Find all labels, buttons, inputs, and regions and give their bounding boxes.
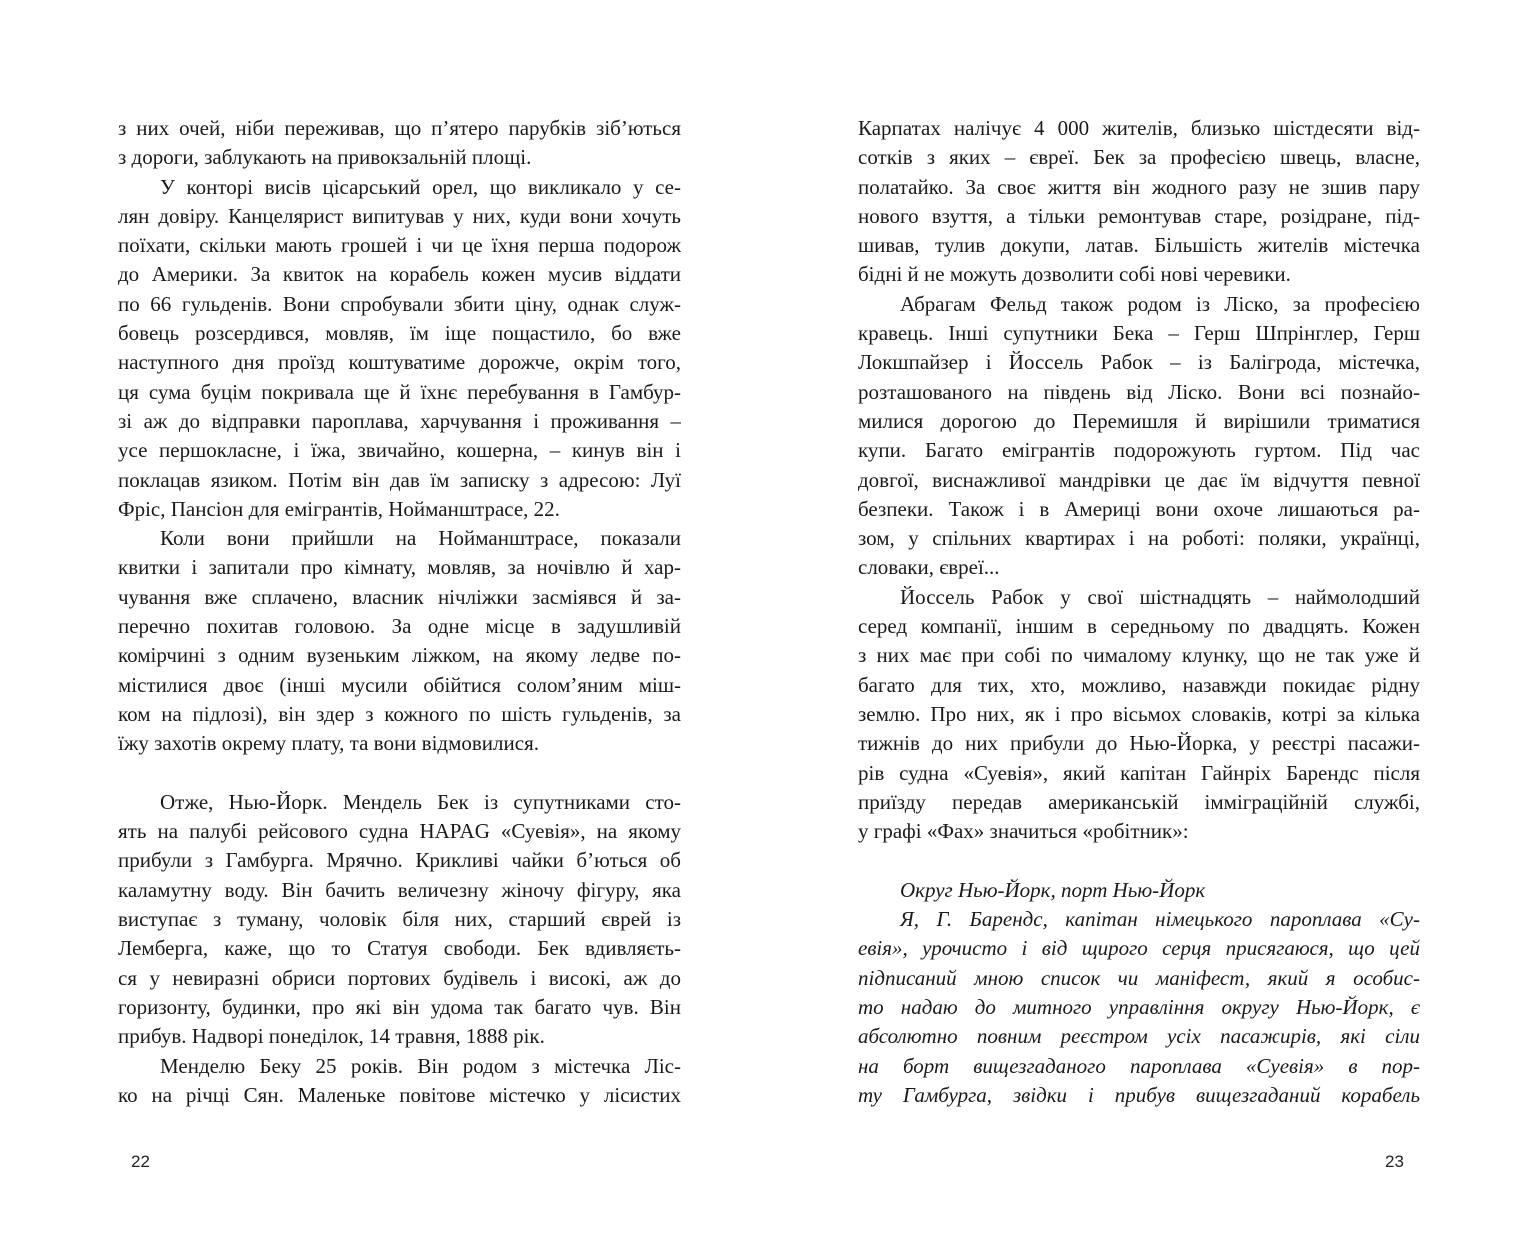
- section-break: [858, 846, 1420, 875]
- text-line: ко на річці Сян. Маленьке повітове містечко у лісистих: [118, 1082, 681, 1107]
- left-page: [0, 0, 767, 1240]
- text-line: кравець. Інші супутники Бека – Герш Шпрінглер, Герш: [858, 321, 1420, 346]
- text-line: багато для тих, хто, можливо, назавжди покидає рідну: [858, 672, 1420, 697]
- text-line: Локшпайзер і Йоссель Рабок – із Балігрода, містечка,: [858, 350, 1420, 375]
- text-line: ком на підлозі), він здер з кожного по шість гульденів, за: [118, 701, 681, 726]
- text-line: по 66 гульденів. Вони спробували збити ціну, однак служ-: [118, 291, 681, 316]
- right-page-text: [858, 114, 1420, 1110]
- text-line: з них очей, ніби переживав, що п’ятеро парубків зіб’ються: [118, 116, 681, 140]
- right-page: [767, 0, 1535, 1240]
- text-line: їжу захотів окрему плату, та вони відмовилися.: [118, 731, 539, 756]
- text-line: сотків з яких – євреї. Бек за професією швець, власне,: [858, 145, 1420, 170]
- text-line: поїхати, скільки мають грошей і чи це їхня перша подорож: [118, 233, 681, 258]
- text-line: прибули з Гамбурга. Мрячно. Крикливі чайки б’ються об: [118, 848, 681, 873]
- text-line: лян довіру. Канцелярист випитував у них, куди вони хочуть: [118, 203, 681, 228]
- quoted-text-line: підписаний мною список чи маніфест, який я особис-: [858, 965, 1420, 990]
- text-line: Менделю Беку 25 років. Він родом з містечка Ліс-: [160, 1053, 681, 1078]
- text-line: словаки, євреї...: [858, 555, 1000, 580]
- text-line: полатайко. За своє життя він жодного разу не зшив пару: [858, 174, 1420, 199]
- text-line: ся у невиразні обриси портових будівель і високі, аж до: [118, 965, 681, 990]
- text-line: прибув. Надворі понеділок, 14 травня, 1888 рік.: [118, 1024, 545, 1049]
- text-line: розташованого на південь від Ліско. Вони всі познайо-: [858, 379, 1420, 404]
- text-line: Лемберга, каже, що то Статуя свободи. Бек вдивляєть-: [118, 936, 681, 961]
- text-line: горизонту, будинки, про які він удома так багато чув. Він: [118, 994, 681, 1019]
- text-line: Фріс, Пансіон для емігрантів, Нойманштрасе, 22.: [118, 496, 560, 521]
- page-number-left: 22: [131, 1152, 150, 1171]
- text-line: комірчині з одним вузеньким ліжком, на якому ледве по-: [118, 643, 681, 668]
- text-line: У конторі висів цісарський орел, що викликало у се-: [160, 174, 681, 199]
- text-line: бовець розсердився, мовляв, їм іще пощастило, бо вже: [118, 321, 681, 346]
- text-line: Коли вони прийшли на Нойманштрасе, показали: [160, 526, 681, 551]
- text-line: тижнів до них прибули до Нью-Йорка, у реєстрі пасажи-: [858, 731, 1420, 756]
- text-line: ять на палубі рейсового судна HAPAG «Суевія», на якому: [118, 819, 681, 844]
- text-line: ця сума буцім покривала ще й їхнє перебування в Гамбур-: [118, 379, 681, 404]
- text-line: купи. Багато емігрантів подорожують гуртом. Під час: [858, 438, 1420, 463]
- text-line: до Америки. За квиток на корабель кожен мусив віддати: [118, 262, 681, 287]
- text-line: каламутну воду. Він бачить величезну жіночу фігуру, яка: [118, 877, 681, 902]
- page-number-right: 23: [1385, 1152, 1404, 1171]
- section-break: [118, 759, 681, 788]
- text-line: перечно похитав головою. За одне місце в задушливій: [118, 614, 681, 639]
- text-line: зі аж до відправки пароплава, харчування і проживання –: [118, 408, 681, 433]
- text-line: у графі «Фах» значиться «робітник»:: [858, 819, 1189, 844]
- text-line: милися дорогою до Перемишля й вирішили триматися: [858, 408, 1420, 433]
- text-line: Отже, Нью-Йорк. Мендель Бек із супутниками сто-: [160, 789, 681, 814]
- text-line: рів судна «Суевія», який капітан Гайнріх Барендс після: [858, 760, 1420, 785]
- text-line: довгої, виснажливої мандрівки це дає їм відчуття певної: [858, 467, 1420, 492]
- text-line: виступає з туману, чоловік біля них, старший єврей із: [118, 907, 681, 932]
- quoted-text-line: Округ Нью-Йорк, порт Нью-Йорк: [900, 877, 1206, 902]
- text-line: містилися двоє (інші мусили обійтися солом’яним міш-: [118, 672, 681, 697]
- text-line: наступного дня проїзд коштуватиме дорожче, окрім того,: [118, 350, 681, 375]
- text-line: чування вже сплачено, власник нічліжки засміявся й за-: [118, 584, 681, 609]
- text-line: з дороги, заблукають на привокзальній площі.: [118, 145, 532, 170]
- text-line: поклацав язиком. Потім він дав їм записку з адресою: Луї: [118, 467, 681, 492]
- quoted-text-line: евія», урочисто і від щирого серця присягаюся, що цей: [858, 936, 1420, 961]
- text-line: приїзду передав американській імміграційній службі,: [858, 789, 1420, 814]
- left-page-text: [118, 114, 681, 1110]
- quoted-text-line: то надаю до митного управління округу Нью-Йорк, є: [858, 994, 1420, 1019]
- text-line: шивав, тулив докупи, латав. Більшість жителів містечка: [858, 233, 1420, 258]
- text-line: Карпатах налічує 4 000 жителів, близько шістдесяти від-: [858, 116, 1420, 140]
- quoted-text-line: на борт вищезгаданого пароплава «Суевія» в пор-: [858, 1053, 1420, 1078]
- text-line: квитки і запитали про кімнату, мовляв, за ночівлю й хар-: [118, 555, 681, 580]
- text-line: землю. Про них, як і про вісьмох словаків, котрі за кілька: [858, 701, 1420, 726]
- text-line: Йоссель Рабок у свої шістнадцять – наймолодший: [900, 584, 1420, 609]
- text-line: нового взуття, а тільки ремонтував старе, розідране, під-: [858, 203, 1420, 228]
- text-line: зом, у спільних квартирах і на роботі: поляки, українці,: [858, 526, 1420, 551]
- text-line: безпеки. Також і в Америці вони охоче лишаються ра-: [858, 496, 1420, 521]
- text-line: усе першокласне, і їжа, звичайно, кошерна, – кинув він і: [118, 438, 681, 463]
- quoted-text-line: ту Гамбурга, звідки і прибув вищезгаданий корабель: [858, 1082, 1420, 1107]
- text-line: бідні й не можуть дозволити собі нові черевики.: [858, 262, 1291, 287]
- text-line: з них має при собі по чималому клунку, що не так уже й: [858, 643, 1420, 668]
- quoted-text-line: Я, Г. Барендс, капітан німецького пароплава «Су-: [900, 907, 1420, 932]
- text-line: Абрагам Фельд також родом із Ліско, за професією: [900, 291, 1420, 316]
- quoted-text-line: абсолютно повним реєстром усіх пасажирів, які сіли: [858, 1024, 1420, 1049]
- text-line: серед компанії, іншим в середньому по двадцять. Кожен: [858, 614, 1420, 639]
